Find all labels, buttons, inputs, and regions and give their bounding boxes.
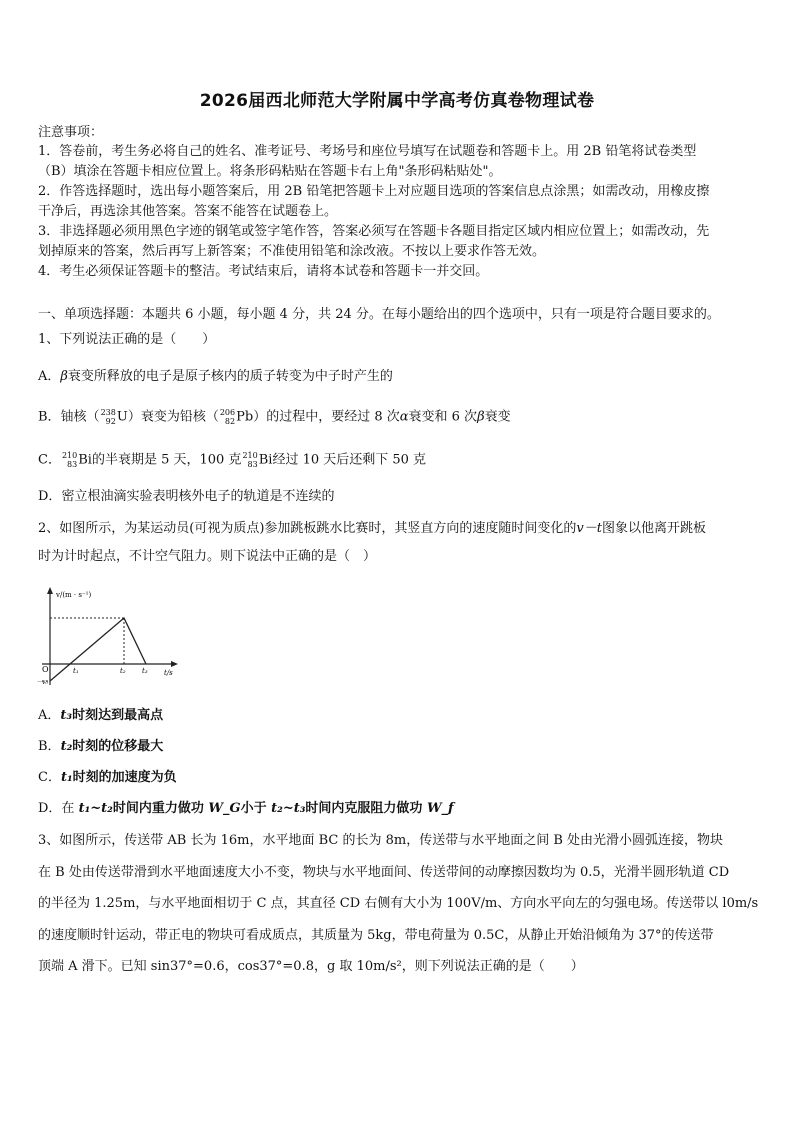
beta-symbol: β: [60, 369, 68, 384]
option-label: B．: [38, 739, 61, 754]
t1-label: t₁: [73, 667, 79, 675]
q1-option-d: [38, 488, 334, 506]
q3-stem-line: 在 B 处由传送带滑到水平地面速度大小不变，物块与水平地面间、传送带间的动摩擦因数均为 0.5，光滑半圆形轨道 CD: [38, 865, 730, 880]
q2-option-b: [38, 738, 163, 756]
element-symbol: Pb: [236, 409, 254, 425]
bismuth-numbers: [62, 451, 77, 469]
atomic-number: 83: [247, 460, 258, 469]
option-text: 时间内重力做功: [112, 801, 209, 816]
option-text: 密立根油滴实验表明核外电子的轨道是不连续的: [61, 489, 335, 504]
option-text: 时间内克服阻力做功: [305, 801, 427, 816]
stem-text: 2、如图所示，为某运动员(可视为质点)参加跳板跳水比赛时，其竖直方向的速度随时间变化的: [38, 521, 577, 536]
y-axis-arrow: [47, 587, 53, 594]
notice-line: 干净后，再选涂其他答案。答案不能答在试题卷上。: [38, 204, 338, 219]
option-text: 衰变: [484, 409, 511, 425]
q2-stem: [38, 520, 758, 538]
notice-line: 划掉原来的答案，然后再写上新答案；不准使用铅笔和涂改液。不按以上要求作答无效。: [38, 244, 546, 259]
page-title: 2026届西北师范大学附属中学高考仿真卷物理试卷: [199, 91, 595, 111]
vt-symbol: v－t: [576, 521, 602, 536]
option-text: 衰变和 6 次: [408, 409, 478, 425]
atomic-number: 83: [67, 460, 78, 469]
option-text: 时刻的位移最大: [72, 739, 164, 754]
bismuth-numbers: [242, 451, 257, 469]
option-text: 时刻达到最高点: [72, 708, 164, 723]
element-symbol: U: [116, 409, 128, 425]
notice-line: （B）填涂在答题卡相应位置上。将条形码粘贴在答题卡右上角"条形码粘贴处"。: [38, 164, 502, 179]
option-label: C．: [38, 770, 61, 785]
mass-number: 210: [242, 451, 258, 460]
q1-option-c: [38, 451, 426, 470]
y-axis-label: v/(m · s⁻¹): [56, 591, 92, 599]
notice-line: 4．考生必须保证答题卡的整洁。考试结束后，请将本试卷和答题卡一并交回。: [38, 264, 489, 279]
option-text: 经过 10 天后还剩下 50 克: [272, 452, 427, 468]
option-label: D．在: [38, 801, 79, 816]
option-text: ）衰变为铅核（: [127, 409, 219, 425]
work-var: W_f: [426, 801, 454, 816]
time-var: t₁: [60, 770, 73, 785]
work-var: W_G: [208, 801, 241, 816]
option-text: 的半衰期是 5 天，100 克: [91, 452, 242, 468]
q1-stem: 1、下列说法正确的是（ ）: [38, 332, 216, 347]
section-heading: 一、单项选择题：本题共 6 小题，每小题 4 分，共 24 分。在每小题给出的四个选项中，只有一项是符合题目要求的。: [38, 307, 720, 322]
notice-line: 3．非选择题必须用黑色字迹的钢笔或签字笔作答，答案必须写在答题卡各题目指定区域内相应位置上；如需改动，先: [38, 224, 710, 239]
q2-option-d: [38, 800, 454, 818]
mass-number: 210: [61, 451, 78, 460]
alpha-symbol: α: [399, 409, 409, 425]
q2-stem-cont: 时为计时起点，不计空气阻力。则下说法中正确的是（ ）: [38, 549, 377, 564]
x-axis-label: t/s: [164, 669, 173, 677]
vt-graph: [36, 585, 186, 695]
beta-symbol: β: [477, 409, 485, 425]
element-symbol: Bi: [78, 452, 92, 468]
option-text: 衰变所释放的电子是原子核内的质子转变为中子时产生的: [67, 369, 393, 384]
q2-option-a: [38, 707, 163, 725]
q3-stem-line: 的速度顺时针运动，带正电的物块可看成质点，其质量为 5kg，带电荷量为 0.5C，从静止开始沿倾角为 37°的传送带: [38, 928, 714, 943]
v0-label: －v₀: [36, 679, 48, 686]
time-var: t₁~t₂: [78, 801, 113, 816]
q2-option-c: [38, 769, 177, 787]
option-label: A．: [38, 708, 61, 723]
velocity-line: [50, 618, 146, 681]
element-symbol: Bi: [258, 452, 273, 468]
atomic-number: 92: [105, 417, 116, 426]
q1-option-a: [38, 368, 393, 386]
t2-label: t₂: [120, 667, 126, 675]
option-text: 时刻的加速度为负: [72, 770, 177, 785]
time-var: t₂~t₃: [271, 801, 306, 816]
origin-label: O: [42, 665, 49, 674]
uranium-numbers: [101, 408, 116, 426]
time-var: t₃: [60, 708, 73, 723]
option-text: ）的过程中，要经过 8 次: [253, 409, 400, 425]
option-label: C．: [38, 452, 61, 468]
option-label: D．: [38, 489, 62, 504]
option-text: 小于: [240, 801, 272, 816]
option-label: B．铀核（: [38, 409, 100, 425]
lead-numbers: [220, 408, 235, 426]
atomic-number: 82: [224, 417, 236, 426]
q1-option-b: [38, 408, 511, 427]
t3-label: t₃: [142, 667, 148, 675]
notice-line: 2．作答选择题时，选出每小题答案后，用 2B 铅笔把答题卡上对应题目选项的答案信息点涂黑；如需改动，用橡皮擦: [38, 184, 710, 199]
notice-heading: 注意事项：: [38, 125, 104, 140]
mass-number: 238: [100, 408, 116, 417]
mass-number: 206: [219, 408, 236, 417]
q3-stem-line: 顶端 A 滑下。已知 sin37°=0.6，cos37°=0.8，g 取 10m/s²，则下列说法正确的是（ ）: [38, 959, 584, 974]
x-axis-arrow: [171, 661, 178, 667]
option-label: A．: [38, 369, 61, 384]
q3-stem-line: 的半径为 1.25m，与水平地面相切于 C 点，其直径 CD 右侧有大小为 100V/m、方向水平向左的匀强电场。传送带以 l0m/s: [38, 896, 759, 911]
notice-line: 1．答卷前，考生务必将自己的姓名、准考证号、考场号和座位号填写在试题卷和答题卡上。用 2B 铅笔将试卷类型: [38, 144, 697, 159]
time-var: t₂: [60, 739, 73, 754]
q3-stem-line: 3、如图所示，传送带 AB 长为 16m，水平地面 BC 的长为 8m，传送带与水平地面之间 B 处由光滑小圆弧连接，物块: [38, 833, 724, 848]
stem-text: 图象以他离开跳板: [602, 521, 707, 536]
